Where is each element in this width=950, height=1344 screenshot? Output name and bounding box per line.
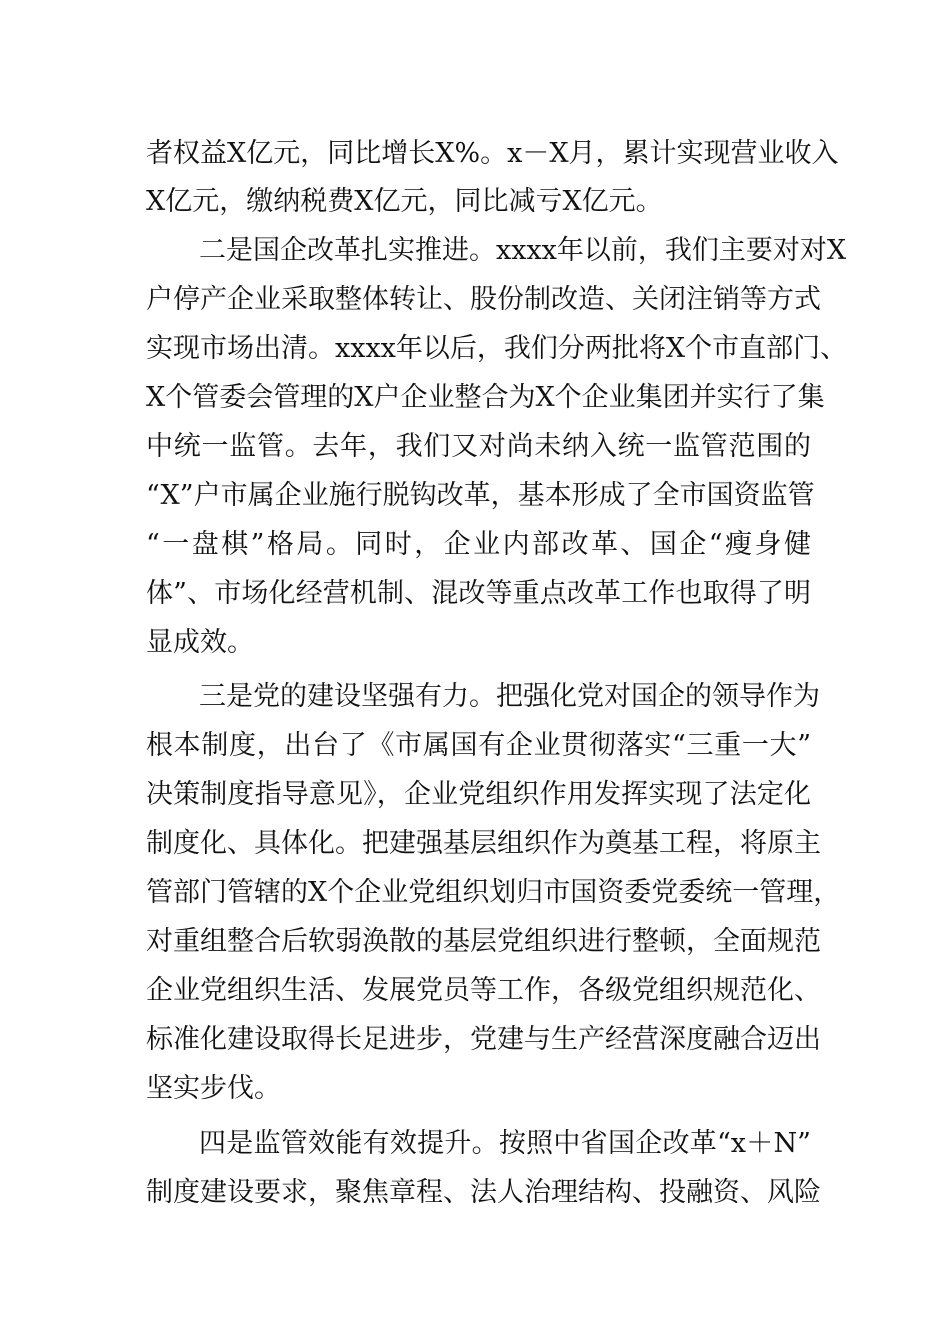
text-line: 实现市场出清。xxxx年以后，我们分两批将X个市直部门、 — [146, 333, 848, 364]
text-line: 二是国企改革扎实推进。xxxx年以前，我们主要对对X — [199, 235, 847, 266]
text-line: 制度化、具体化。把建强基层组织作为奠基工程，将原主 — [146, 828, 821, 859]
text-line: 中统一监管。去年，我们又对尚未纳入统一监管范围的 — [146, 431, 811, 462]
text-line: 三是党的建设坚强有力。把强化党对国企的领导作为 — [199, 681, 820, 712]
text-line: 根本制度，出台了《市属国有企业贯彻落实“三重一大” — [146, 730, 811, 761]
text-line: 决策制度指导意见》，企业党组织作用发挥实现了法定化 — [146, 779, 811, 810]
text-line: 管部门管辖的X个企业党组织划归市国资委党委统一管理， — [146, 877, 841, 908]
text-line: “一盘棋”格局。同时，企业内部改革、国企“瘦身健 — [146, 529, 811, 560]
text-line: “X”户市属企业施行脱钩改革，基本形成了全市国资监管 — [146, 480, 815, 511]
text-line: 显成效。 — [146, 627, 254, 658]
text-line: 企业党组织生活、发展党员等工作，各级党组织规范化、 — [146, 975, 821, 1006]
text-line: 标准化建设取得长足进步，党建与生产经营深度融合迈出 — [146, 1024, 821, 1055]
text-line: 者权益X亿元，同比增长X%。x－X月，累计实现营业收入 — [146, 138, 839, 169]
text-line: 制度建设要求，聚焦章程、法人治理结构、投融资、风险 — [146, 1177, 821, 1208]
text-line: 对重组整合后软弱涣散的基层党组织进行整顿，全面规范 — [146, 926, 821, 957]
text-line: 坚实步伐。 — [146, 1073, 281, 1104]
text-line: X个管委会管理的X户企业整合为X个企业集团并实行了集 — [146, 382, 825, 413]
text-line: 体”、市场化经营机制、混改等重点改革工作也取得了明 — [146, 578, 811, 609]
text-line: 户停产企业采取整体转让、股份制改造、关闭注销等方式 — [146, 284, 821, 315]
text-line: X亿元，缴纳税费X亿元，同比减亏X亿元。 — [146, 186, 663, 217]
text-line: 四是监管效能有效提升。按照中省国企改革“x＋N” — [199, 1128, 811, 1159]
